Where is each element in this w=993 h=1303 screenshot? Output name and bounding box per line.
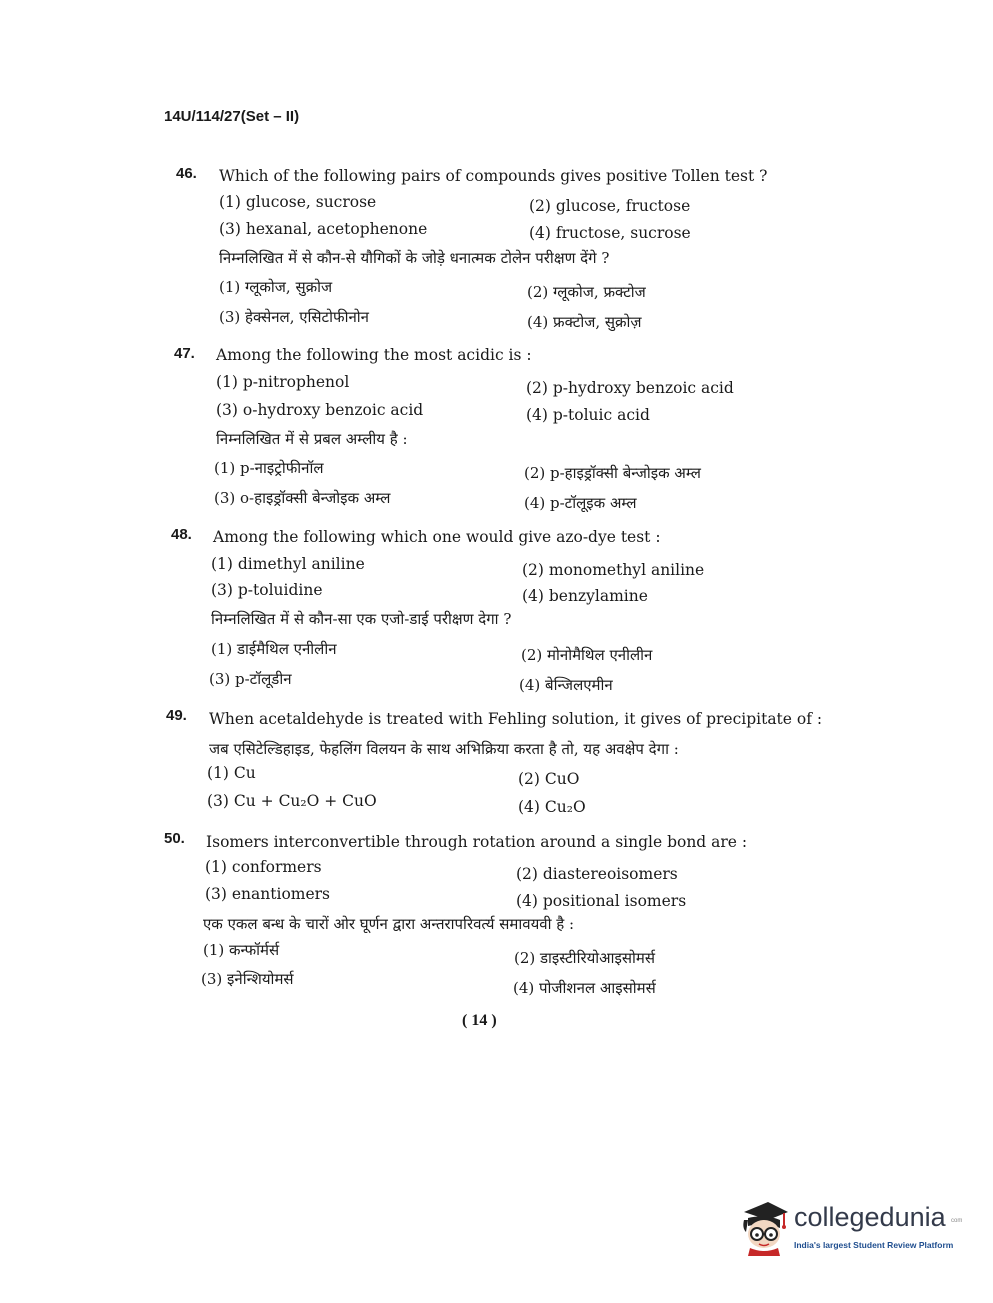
option: (4) benzylamine bbox=[522, 587, 648, 605]
option: (1) glucose, sucrose bbox=[219, 193, 377, 211]
option: (3) enantiomers bbox=[205, 885, 331, 903]
question-text-hindi: निम्नलिखित में से प्रबल अम्लीय है : bbox=[216, 430, 408, 448]
page-number: ( 14 ) bbox=[462, 1012, 497, 1029]
option-hindi: (1) कन्फॉर्मर्स bbox=[203, 941, 280, 959]
option: (3) o-hydroxy benzoic acid bbox=[216, 401, 424, 419]
option-hindi: (3) इनेन्शियोमर्स bbox=[201, 970, 294, 988]
option-hindi: (2) मोनोमैथिल एनीलीन bbox=[521, 646, 653, 664]
option-hindi: (3) हेक्सेनल, एसिटोफीनोन bbox=[219, 308, 369, 326]
option-hindi: (1) p-नाइट्रोफीनॉल bbox=[214, 459, 324, 477]
paper-code: 14U/114/27(Set – II) bbox=[164, 108, 300, 125]
option: (3) p-toluidine bbox=[211, 581, 323, 599]
question-text: Isomers interconvertible through rotation around a single bond are : bbox=[206, 833, 748, 851]
option-hindi: (1) डाईमैथिल एनीलीन bbox=[211, 640, 337, 658]
question-text: When acetaldehyde is treated with Fehling solution, it gives of precipitate of : bbox=[209, 710, 823, 728]
collegedunia-logo bbox=[738, 1198, 968, 1258]
option-hindi: (2) डाइस्टीरियोआइसोमर्स bbox=[514, 949, 656, 967]
logo-tagline: India's largest Student Review Platform bbox=[794, 1240, 954, 1250]
option: (1) dimethyl aniline bbox=[211, 555, 365, 573]
question-number: 49. bbox=[166, 707, 187, 724]
question-text: Among the following the most acidic is : bbox=[216, 346, 532, 364]
option-hindi: (4) बेन्जिलएमीन bbox=[519, 676, 613, 694]
question-number: 50. bbox=[164, 830, 185, 847]
question-text-hindi: जब एसिटेल्डिहाइड, फेहलिंग विलयन के साथ अभिक्रिया करता है तो, यह अवक्षेप देगा : bbox=[209, 740, 679, 758]
option: (2) monomethyl aniline bbox=[522, 561, 705, 579]
option: (4) positional isomers bbox=[516, 892, 687, 910]
option: (2) diastereoisomers bbox=[516, 865, 678, 883]
option-hindi: (2) ग्लूकोज, फ्रक्टोज bbox=[527, 283, 646, 301]
question-number: 48. bbox=[171, 526, 192, 543]
question-text-hindi: एक एकल बन्ध के चारों ओर घूर्णन द्वारा अन्तरापरिवर्त्य समावयवी है : bbox=[203, 915, 575, 933]
question-text: Which of the following pairs of compounds gives positive Tollen test ? bbox=[219, 167, 768, 185]
option-hindi: (2) p-हाइड्रॉक्सी बेन्जोइक अम्ल bbox=[524, 464, 701, 482]
question-text-hindi: निम्नलिखित में से कौन-सा एक एजो-डाई परीक्षण देगा ? bbox=[211, 610, 512, 628]
option: (3) hexanal, acetophenone bbox=[219, 220, 428, 238]
logo-wordmark: collegedunia bbox=[794, 1202, 946, 1232]
option-hindi: (4) फ्रक्टोज, सुक्रोज़ bbox=[527, 313, 642, 331]
option: (1) Cu bbox=[207, 764, 256, 782]
option-hindi: (3) p-टॉलूडीन bbox=[209, 670, 292, 688]
option: (4) fructose, sucrose bbox=[529, 224, 691, 242]
question-text-hindi: निम्नलिखित में से कौन-से यौगिकों के जोड़े धनात्मक टोलेन परीक्षण देंगे ? bbox=[219, 249, 610, 267]
option: (4) Cu₂O bbox=[518, 798, 586, 816]
option: (2) p-hydroxy benzoic acid bbox=[526, 379, 734, 397]
student-mascot-icon bbox=[738, 1198, 790, 1256]
option: (3) Cu + Cu₂O + CuO bbox=[207, 792, 377, 810]
logo-trademark: com bbox=[951, 1218, 963, 1224]
question-text: Among the following which one would give azo-dye test : bbox=[213, 528, 661, 546]
option: (2) glucose, fructose bbox=[529, 197, 691, 215]
option-hindi: (4) पोजीशनल आइसोमर्स bbox=[513, 979, 656, 997]
question-number: 46. bbox=[176, 165, 197, 182]
option: (4) p-toluic acid bbox=[526, 406, 650, 424]
option-hindi: (3) o-हाइड्रॉक्सी बेन्जोइक अम्ल bbox=[214, 489, 391, 507]
option: (1) conformers bbox=[205, 858, 322, 876]
option-hindi: (1) ग्लूकोज, सुक्रोज bbox=[219, 278, 333, 296]
question-number: 47. bbox=[174, 345, 195, 362]
option: (2) CuO bbox=[518, 770, 580, 788]
option-hindi: (4) p-टॉलूइक अम्ल bbox=[524, 494, 637, 512]
option: (1) p-nitrophenol bbox=[216, 373, 350, 391]
